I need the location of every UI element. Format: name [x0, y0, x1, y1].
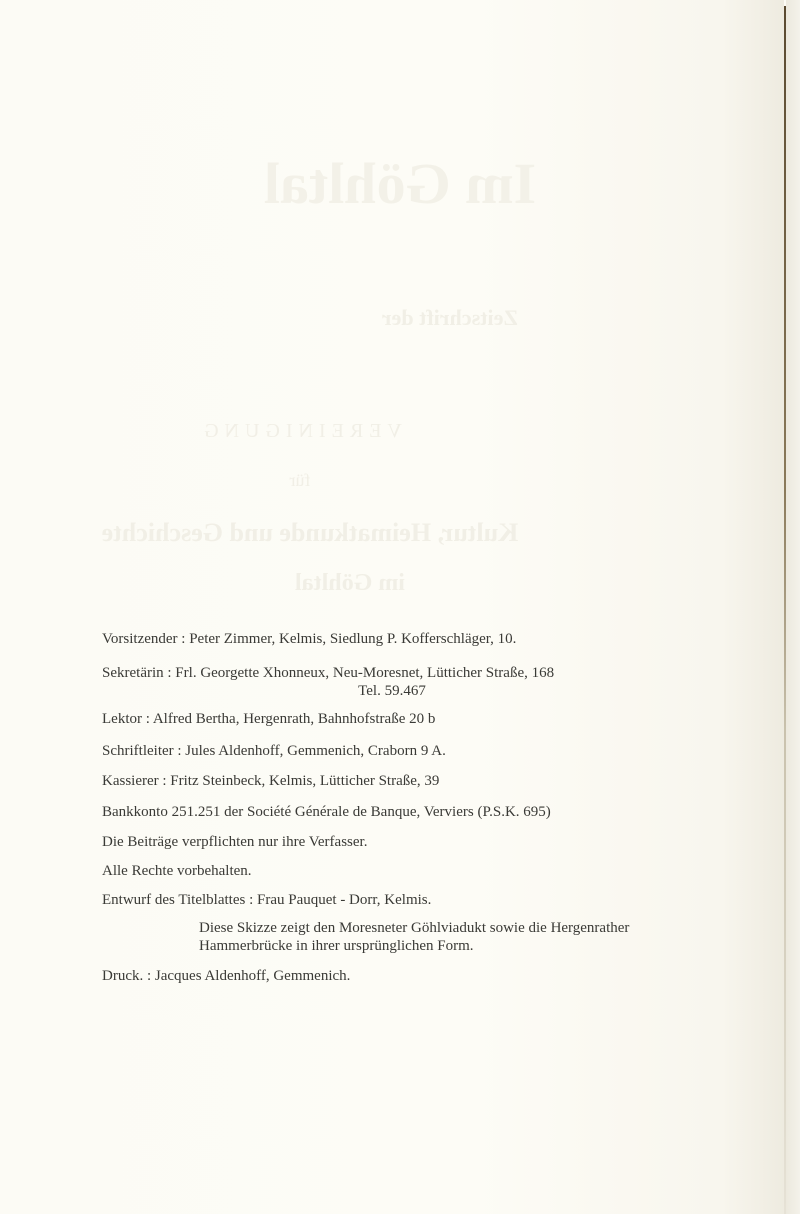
bleed-through-subtitle: Zeitschrift der [381, 305, 519, 330]
imprint-lektor: Lektor : Alfred Bertha, Hergenrath, Bahnhofstraße 20 b [102, 711, 436, 727]
imprint-skizze: Diese Skizze zeigt den Moresneter Göhlviadukt sowie die Hergenrather Hammerbrücke in ihrer ursprünglichen Form. [199, 920, 630, 954]
bleed-through-zu: für [289, 470, 311, 490]
imprint-sekretaerin: Sekretärin : Frl. Georgette Xhonneux, Neu-Moresnet, Lütticher Straße, 168 [102, 665, 555, 681]
imprint-sekretaerin-tel: Tel. 59.467 [358, 683, 426, 699]
imprint-kassierer: Kassierer : Fritz Steinbeck, Kelmis, Lütticher Straße, 39 [102, 773, 440, 789]
imprint-beitraege: Die Beiträge verpflichten nur ihre Verfasser. [102, 834, 368, 850]
imprint-vorsitzender: Vorsitzender : Peter Zimmer, Kelmis, Siedlung P. Kofferschläger, 10. [102, 631, 517, 647]
bleed-through-im: im Göhltal [295, 570, 406, 596]
bleed-through-title: Im Göhltal [263, 151, 537, 216]
imprint-entwurf: Entwurf des Titelblattes : Frau Pauquet - Dorr, Kelmis. [102, 892, 432, 908]
bleed-through-verein: VEREINIGUNG [198, 420, 402, 442]
imprint-bankkonto: Bankkonto 251.251 der Société Générale de Banque, Verviers (P.S.K. 695) [102, 804, 551, 820]
imprint-schriftleiter: Schriftleiter : Jules Aldenhoff, Gemmenich, Craborn 9 A. [102, 743, 446, 759]
bleed-through-long: Kultur, Heimatkunde und Geschichte [101, 518, 519, 547]
scan-margin [786, 0, 800, 1214]
imprint-rechte: Alle Rechte vorbehalten. [102, 863, 252, 879]
imprint-druck: Druck. : Jacques Aldenhoff, Gemmenich. [102, 968, 351, 984]
